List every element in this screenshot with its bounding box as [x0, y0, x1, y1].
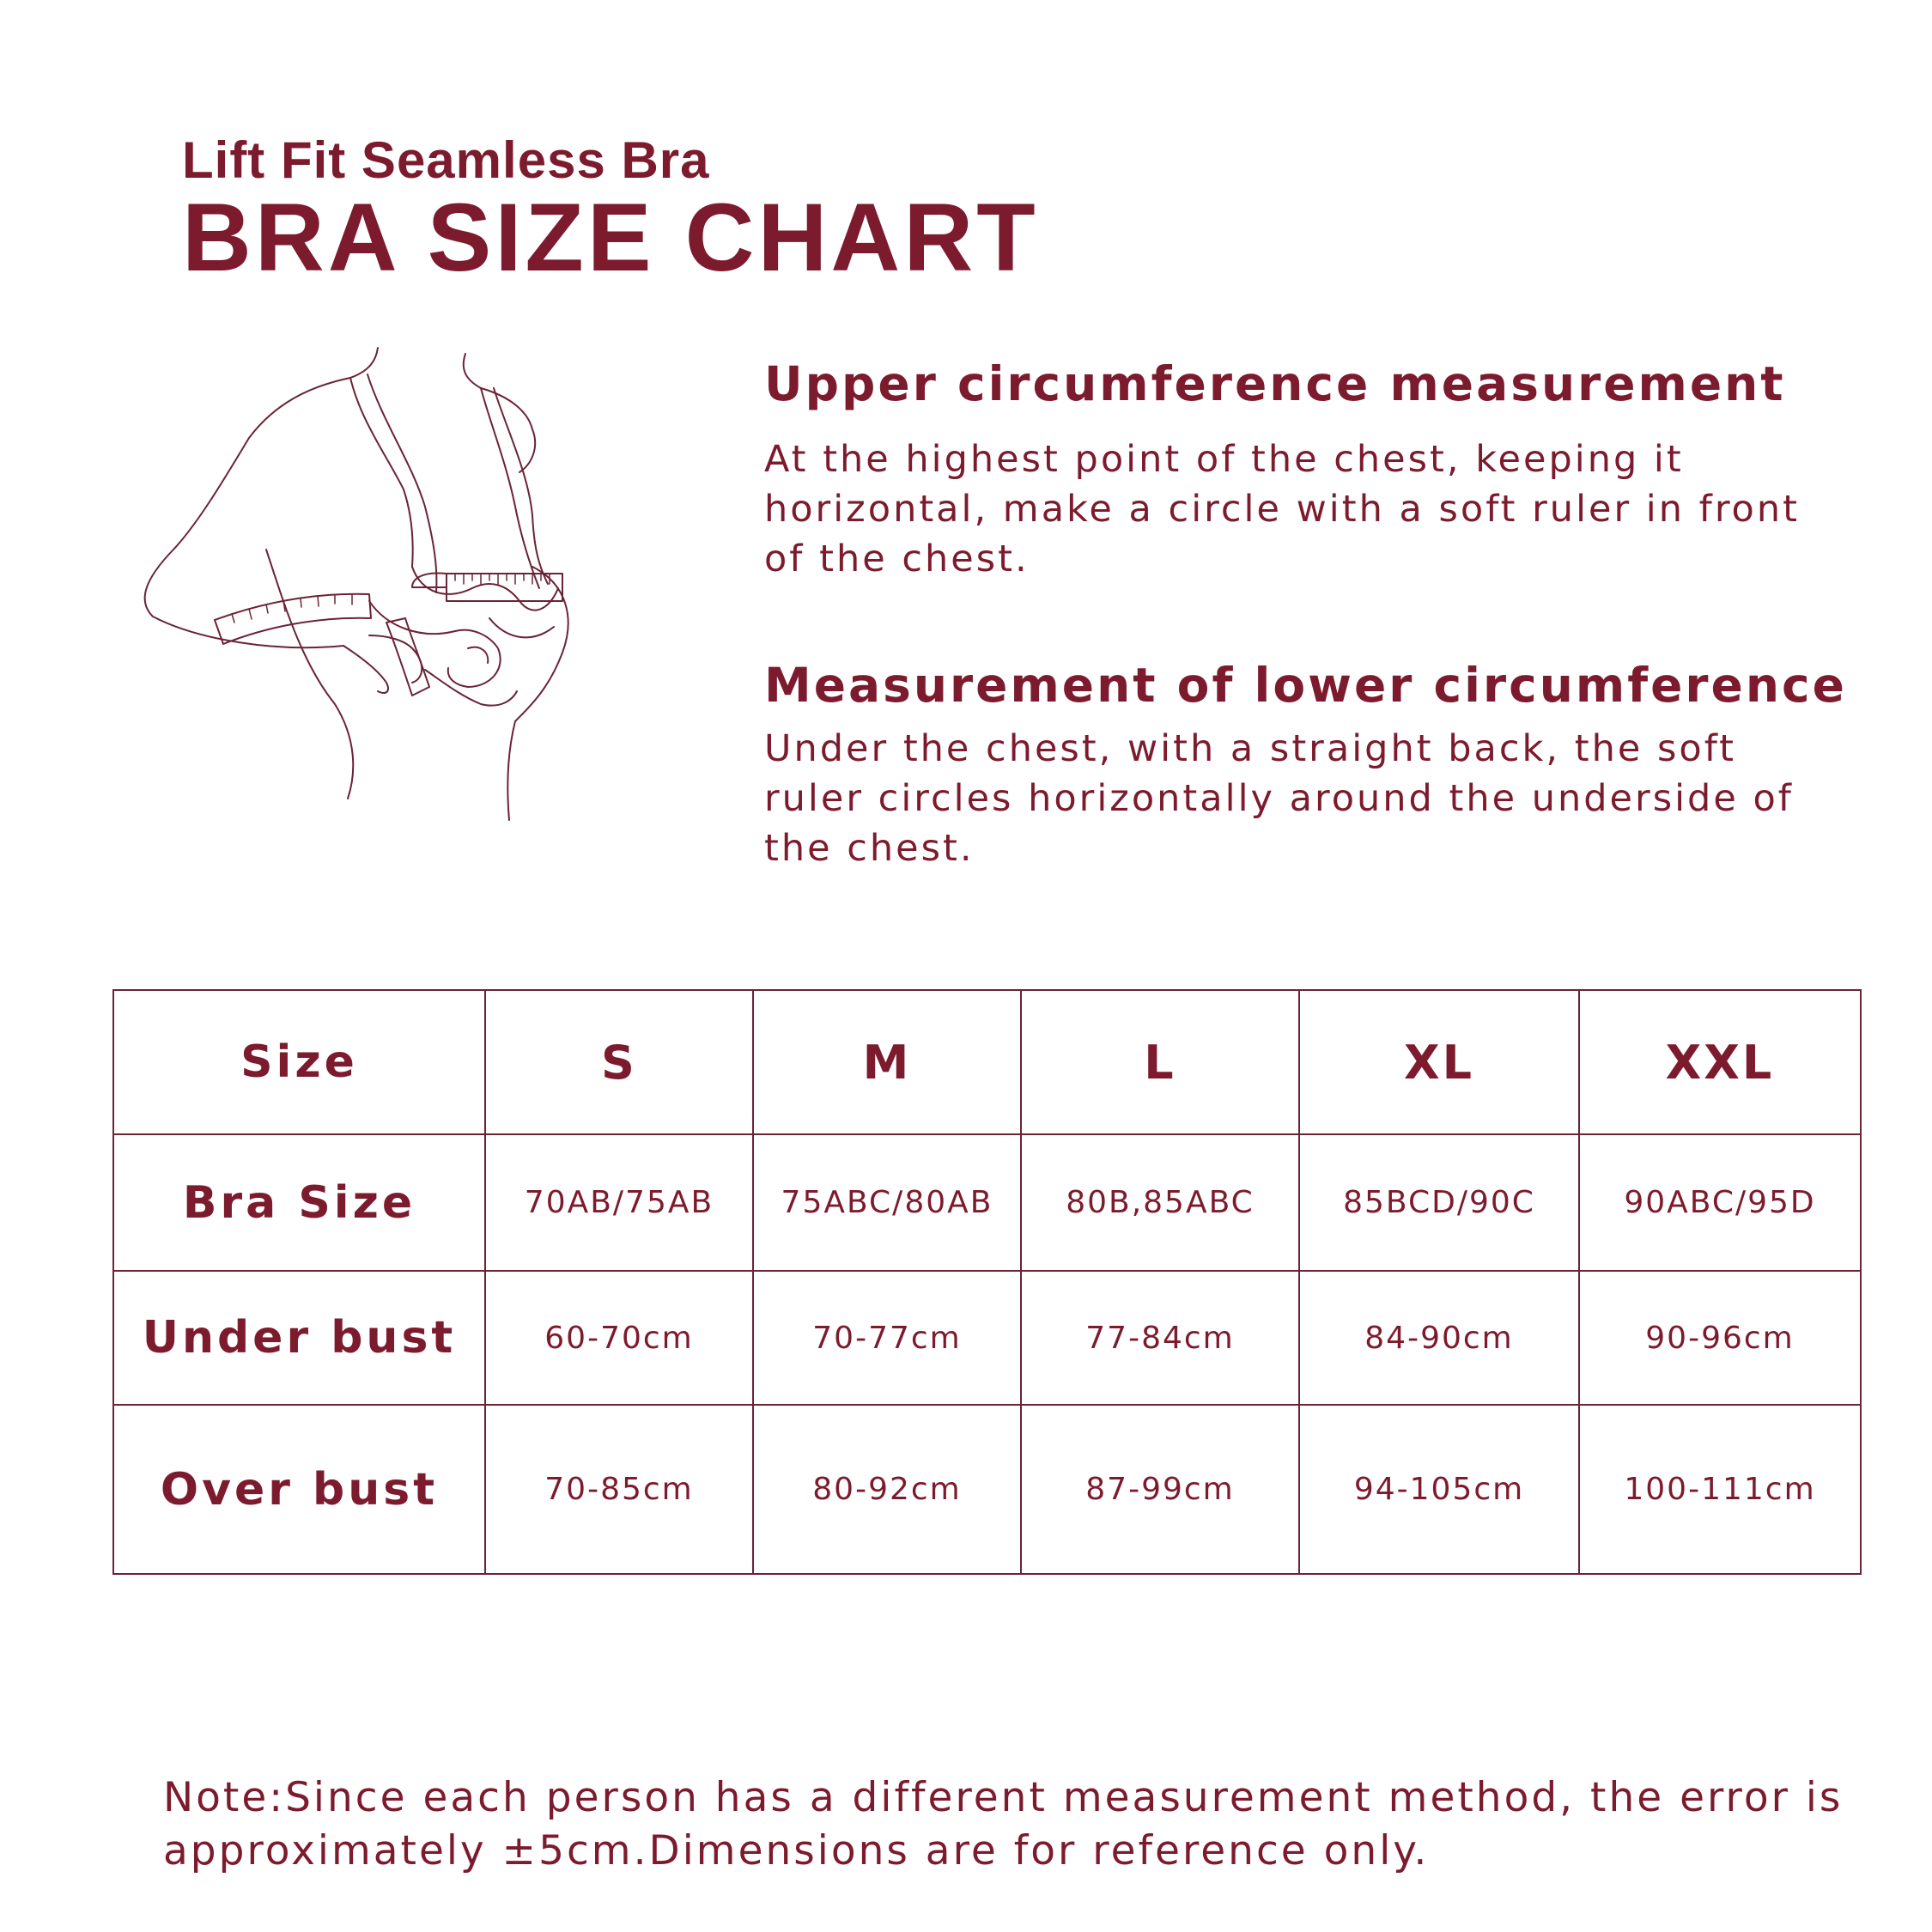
size-column-header: S	[485, 990, 753, 1134]
table-cell: 90ABC/95D	[1579, 1134, 1861, 1271]
table-row	[113, 1134, 1861, 1271]
table-cell: 94-105cm	[1299, 1405, 1579, 1574]
table-cell: 70-85cm	[485, 1405, 753, 1574]
lower-measurement-heading: Measurement of lower circumference	[764, 658, 1847, 713]
table-row	[113, 1271, 1861, 1405]
size-column-header: XL	[1299, 990, 1579, 1134]
table-cell: 87-99cm	[1021, 1405, 1299, 1574]
upper-measurement-heading: Upper circumference measurement	[764, 356, 1786, 411]
table-header-row	[113, 990, 1861, 1134]
table-cell: 60-70cm	[485, 1271, 753, 1405]
table-cell: 80-92cm	[753, 1405, 1021, 1574]
measuring-tape-bust-illustration	[129, 343, 644, 824]
table-cell: 70-77cm	[753, 1271, 1021, 1405]
page-title: BRA SIZE CHART	[182, 184, 1039, 291]
table-cell: 100-111cm	[1579, 1405, 1861, 1574]
size-column-header: XXL	[1579, 990, 1861, 1134]
table-cell: 80B,85ABC	[1021, 1134, 1299, 1271]
table-cell: 85BCD/90C	[1299, 1134, 1579, 1271]
lower-measurement-description: Under the chest, with a straight back, the soft ruler circles horizontally around the underside of the chest.	[764, 727, 1794, 870]
disclaimer-note: Note:Since each person has a different measurement method, the error is approximately ±5cm.Dimensions are for reference only.	[163, 1774, 1844, 1874]
size-column-header: L	[1021, 990, 1299, 1134]
upper-measurement-description: At the highest point of the chest, keeping it horizontal, make a circle with a soft ruler in front of the chest.	[764, 438, 1800, 580]
size-column-header: M	[753, 990, 1021, 1134]
row-label: Over bust	[113, 1405, 485, 1574]
size-table	[112, 989, 1862, 1575]
table-cell: 77-84cm	[1021, 1271, 1299, 1405]
table-row	[113, 1405, 1861, 1574]
table-cell: 90-96cm	[1579, 1271, 1861, 1405]
table-cell: 70AB/75AB	[485, 1134, 753, 1271]
product-name: Lift Fit Seamless Bra	[182, 131, 710, 189]
row-label: Under bust	[113, 1271, 485, 1405]
size-header-label: Size	[113, 990, 485, 1134]
table-cell: 84-90cm	[1299, 1271, 1579, 1405]
row-label: Bra Size	[113, 1134, 485, 1271]
table-cell: 75ABC/80AB	[753, 1134, 1021, 1271]
